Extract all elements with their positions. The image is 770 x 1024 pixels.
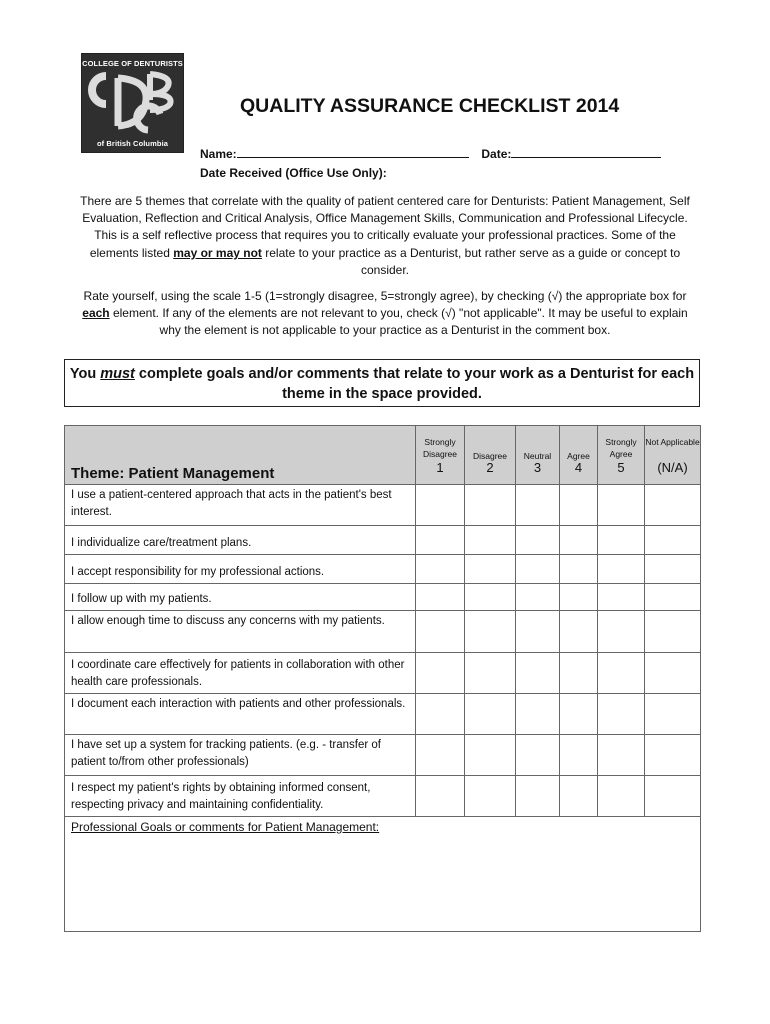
goals-label: Professional Goals or comments for Patient Management: — [71, 820, 380, 834]
col-number: 3 — [533, 460, 542, 475]
date-label: Date: — [481, 147, 512, 161]
date-field[interactable] — [511, 146, 661, 158]
rating-checkbox[interactable] — [516, 485, 560, 526]
table-row — [65, 653, 701, 694]
intro-paragraph-themes — [70, 193, 700, 279]
item-text: I individualize care/treatment plans. — [65, 526, 416, 555]
rating-checkbox[interactable] — [516, 776, 560, 817]
rating-checkbox[interactable] — [598, 653, 645, 694]
rating-checkbox[interactable] — [645, 555, 701, 584]
page-title: QUALITY ASSURANCE CHECKLIST 2014 — [240, 95, 620, 117]
col-label: Agree — [567, 451, 590, 461]
col-label: Not Applicable — [645, 437, 700, 447]
col-not-applicable — [645, 426, 701, 485]
rating-text: Rate yourself, using the scale 1-5 (1=strongly disagree, 5=strongly agree), by checking (√) the appropriate box for — [83, 289, 687, 303]
college-logo — [81, 53, 184, 153]
rating-checkbox[interactable] — [598, 555, 645, 584]
rating-checkbox[interactable] — [416, 526, 465, 555]
rating-checkbox[interactable] — [416, 584, 465, 611]
rating-checkbox[interactable] — [465, 694, 516, 735]
notice-emphasis: must — [100, 366, 135, 382]
rating-checkbox[interactable] — [560, 653, 598, 694]
item-text: I respect my patient's rights by obtaining informed consent, respecting privacy and maintaining confidentiality. — [65, 776, 416, 817]
rating-checkbox[interactable] — [560, 735, 598, 776]
col-label: Disagree — [472, 451, 508, 461]
item-text: I allow enough time to discuss any concerns with my patients. — [65, 611, 416, 653]
rating-checkbox[interactable] — [465, 485, 516, 526]
rating-checkbox[interactable] — [645, 526, 701, 555]
goals-comment-box[interactable] — [65, 817, 701, 932]
table-row — [65, 776, 701, 817]
col-label: Neutral — [523, 451, 552, 461]
rating-checkbox[interactable] — [560, 555, 598, 584]
intro-paragraph-rating — [70, 288, 700, 340]
rating-checkbox[interactable] — [560, 611, 598, 653]
rating-checkbox[interactable] — [516, 611, 560, 653]
rating-checkbox[interactable] — [465, 735, 516, 776]
rating-checkbox[interactable] — [598, 735, 645, 776]
logo-bottom-text: of British Columbia — [96, 139, 169, 148]
col-neutral — [516, 426, 560, 485]
date-received-label: Date Received (Office Use Only): — [200, 166, 387, 180]
rating-checkbox[interactable] — [560, 694, 598, 735]
table-row — [65, 555, 701, 584]
col-disagree — [465, 426, 516, 485]
col-strongly-disagree — [416, 426, 465, 485]
notice-text-end: complete goals and/or comments that relate to your work as a Denturist for each theme in the space provided. — [134, 366, 695, 402]
logo-monogram-icon — [88, 70, 178, 134]
rating-checkbox[interactable] — [560, 526, 598, 555]
rating-checkbox[interactable] — [416, 694, 465, 735]
logo-top-text: COLLEGE OF DENTURISTS — [82, 59, 183, 68]
intro-text-end: relate to your practice as a Denturist, but rather serve as a guide or concept to consider. — [261, 245, 681, 277]
name-field[interactable] — [237, 146, 469, 158]
goals-row — [65, 817, 701, 932]
rating-checkbox[interactable] — [598, 694, 645, 735]
item-text: I accept responsibility for my professional actions. — [65, 555, 416, 584]
rating-text-end: element. If any of the elements are not relevant to you, check (√) "not applicable". It may be useful to explain why the element is not applicable to your practice as a Denturist in the comment box. — [109, 306, 688, 338]
rating-checkbox[interactable] — [560, 485, 598, 526]
rating-checkbox[interactable] — [516, 694, 560, 735]
rating-checkbox[interactable] — [560, 776, 598, 817]
rating-checkbox[interactable] — [416, 555, 465, 584]
intro-emphasis: may or may not — [173, 245, 262, 260]
rating-checkbox[interactable] — [416, 735, 465, 776]
item-text: I have set up a system for tracking patients. (e.g. - transfer of patient to/from other professionals) — [65, 735, 416, 776]
rating-checkbox[interactable] — [516, 584, 560, 611]
rating-checkbox[interactable] — [645, 735, 701, 776]
rating-checkbox[interactable] — [645, 653, 701, 694]
col-number: 4 — [574, 460, 583, 475]
rating-checkbox[interactable] — [516, 653, 560, 694]
name-label: Name: — [200, 147, 237, 161]
table-row — [65, 611, 701, 653]
rating-checkbox[interactable] — [516, 526, 560, 555]
col-agree — [560, 426, 598, 485]
rating-checkbox[interactable] — [465, 776, 516, 817]
table-header-row — [65, 426, 701, 485]
table-row — [65, 584, 701, 611]
rating-checkbox[interactable] — [465, 611, 516, 653]
rating-checkbox[interactable] — [465, 584, 516, 611]
rating-checkbox[interactable] — [598, 526, 645, 555]
col-label: Strongly Disagree — [422, 437, 458, 459]
table-row — [65, 694, 701, 735]
col-strongly-agree — [598, 426, 645, 485]
table-row — [65, 735, 701, 776]
rating-checkbox[interactable] — [598, 776, 645, 817]
table-row — [65, 485, 701, 526]
rating-checkbox[interactable] — [598, 611, 645, 653]
rating-checkbox[interactable] — [516, 735, 560, 776]
col-number: (N/A) — [657, 460, 688, 475]
item-text: I document each interaction with patients and other professionals. — [65, 694, 416, 735]
rating-checkbox[interactable] — [560, 584, 598, 611]
rating-checkbox[interactable] — [516, 555, 560, 584]
rating-checkbox[interactable] — [416, 485, 465, 526]
intro-text: There are 5 themes that correlate with the quality of patient centered care for Denturists: Patient Management, Self Evaluation, Reflection and Critical Analysis, Office Management Skills, Communication and Professional Lifecycle. This is a self reflective process that requires you to critically evaluate your professional practices. Some of the elements listed — [80, 194, 690, 260]
rating-checkbox[interactable] — [645, 485, 701, 526]
rating-checkbox[interactable] — [465, 653, 516, 694]
rating-checkbox[interactable] — [645, 611, 701, 653]
theme-heading: Theme: Patient Management — [65, 426, 416, 485]
item-text: I coordinate care effectively for patients in collaboration with other health care professionals. — [65, 653, 416, 694]
rating-checkbox[interactable] — [416, 776, 465, 817]
rating-checkbox[interactable] — [416, 653, 465, 694]
col-label: Strongly Agree — [605, 437, 637, 459]
col-number: 1 — [436, 460, 444, 475]
requirement-notice — [64, 359, 700, 407]
item-text: I use a patient-centered approach that acts in the patient's best interest. — [65, 485, 416, 526]
name-date-line — [200, 146, 661, 161]
rating-checkbox[interactable] — [465, 526, 516, 555]
checklist-table — [64, 425, 701, 932]
rating-checkbox[interactable] — [645, 776, 701, 817]
rating-checkbox[interactable] — [645, 694, 701, 735]
table-row — [65, 526, 701, 555]
rating-checkbox[interactable] — [598, 584, 645, 611]
notice-text: You — [69, 366, 101, 382]
col-number: 5 — [617, 460, 625, 475]
rating-checkbox[interactable] — [645, 584, 701, 611]
rating-checkbox[interactable] — [416, 611, 465, 653]
item-text: I follow up with my patients. — [65, 584, 416, 611]
rating-checkbox[interactable] — [598, 485, 645, 526]
rating-emphasis: each — [82, 306, 110, 321]
rating-checkbox[interactable] — [465, 555, 516, 584]
col-number: 2 — [486, 460, 494, 475]
